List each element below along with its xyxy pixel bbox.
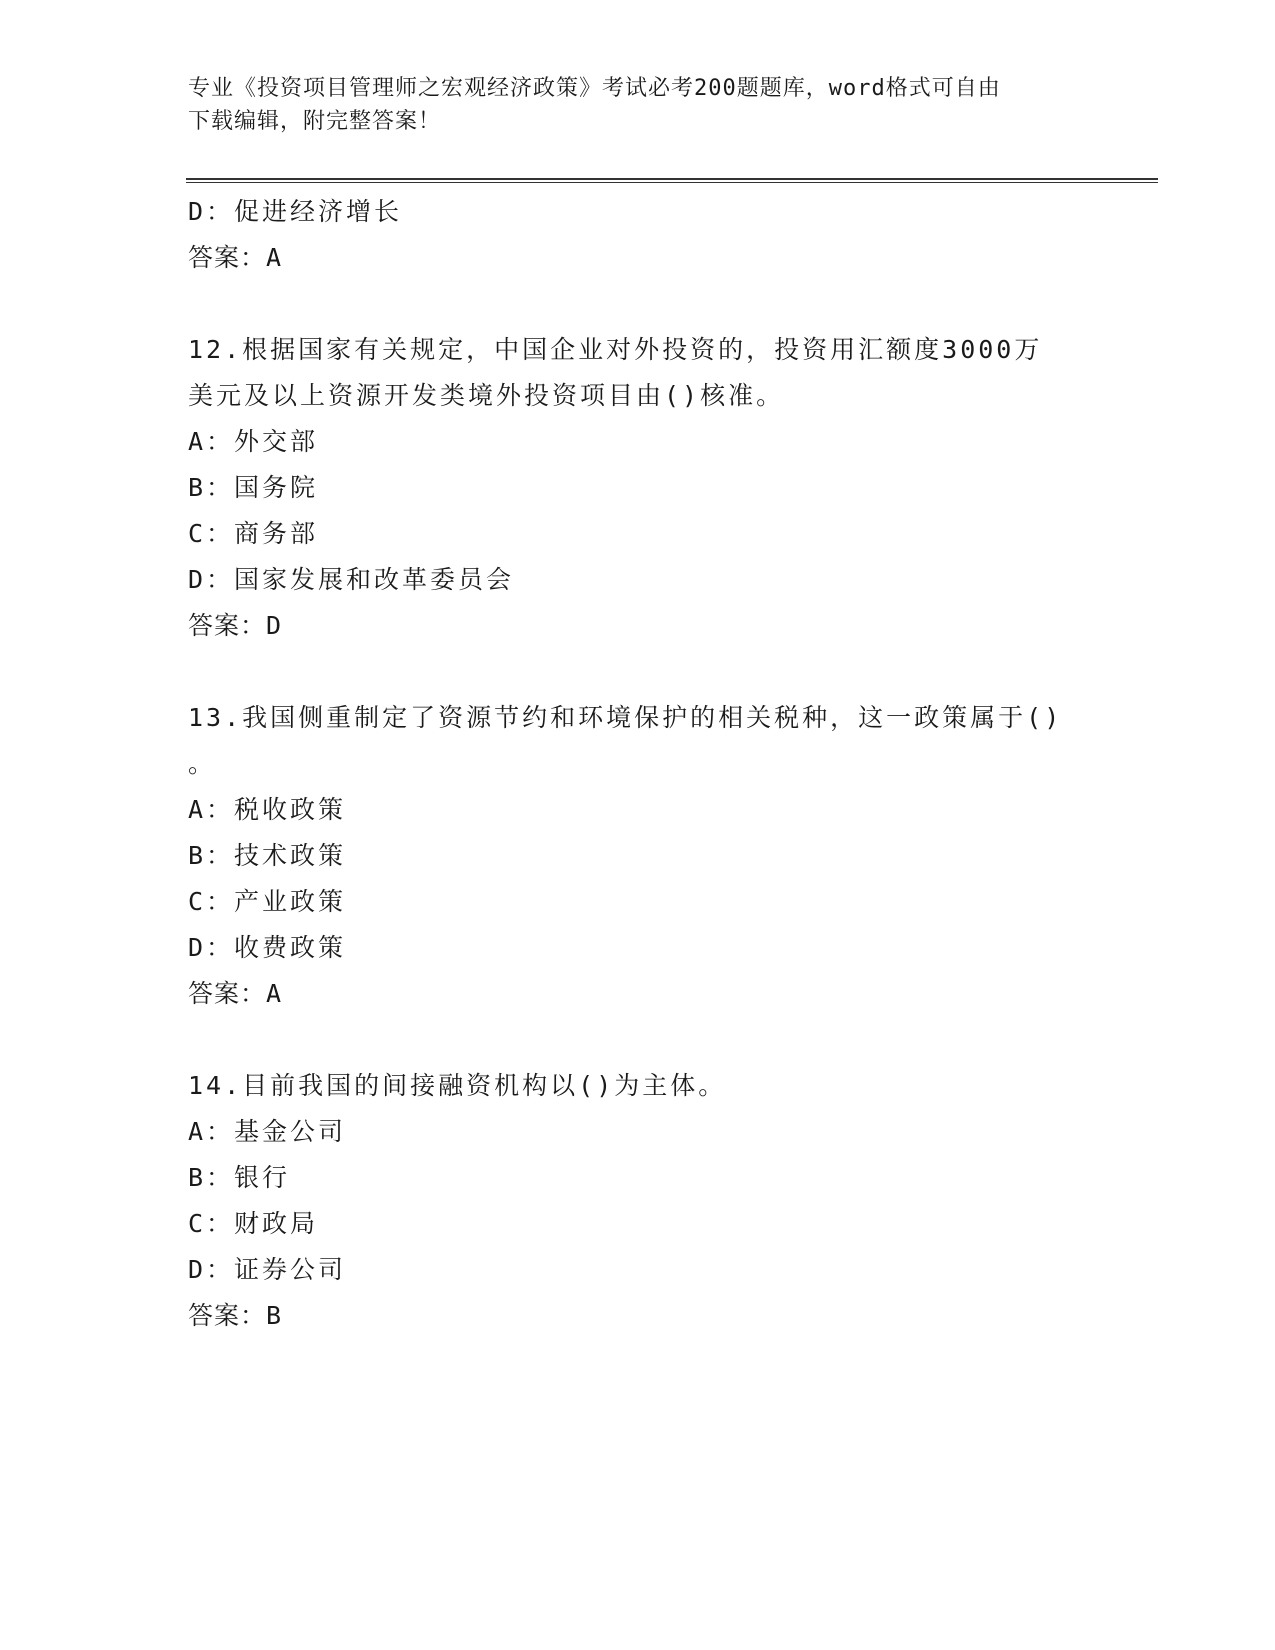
question-14-answer: 答案：B: [188, 1301, 283, 1330]
question-14-option-d: D：证券公司: [188, 1255, 347, 1284]
question-12-stem-line-1: 12.根据国家有关规定，中国企业对外投资的，投资用汇额度3000万: [188, 335, 1043, 364]
document-header: [188, 72, 1068, 138]
question-12-stem-line-2: 美元及以上资源开发类境外投资项目由()核准。: [188, 381, 785, 410]
question-13-option-a: A：税收政策: [188, 795, 347, 824]
spacer: [188, 1017, 1088, 1063]
header-line-1: 专业《投资项目管理师之宏观经济政策》考试必考200题题库，word格式可自由: [188, 76, 1001, 101]
question-13-option-d: D：收费政策: [188, 933, 347, 962]
question-14-stem-line-1: 14.目前我国的间接融资机构以()为主体。: [188, 1071, 727, 1100]
spacer: [188, 649, 1088, 695]
question-12-option-c: C：商务部: [188, 519, 319, 548]
question-14-option-a: A：基金公司: [188, 1117, 347, 1146]
prev-question-option-d: D：促进经济增长: [188, 197, 403, 226]
question-14-option-b: B：银行: [188, 1163, 291, 1192]
question-13-answer: 答案：A: [188, 979, 283, 1008]
question-14-option-c: C：财政局: [188, 1209, 319, 1238]
question-12-option-d: D：国家发展和改革委员会: [188, 565, 515, 594]
prev-question-answer: 答案：A: [188, 243, 283, 272]
question-12-option-b: B：国务院: [188, 473, 319, 502]
question-12-answer: 答案：D: [188, 611, 283, 640]
document-body: [188, 189, 1088, 1339]
question-12-option-a: A：外交部: [188, 427, 319, 456]
question-13-stem-line-1: 13.我国侧重制定了资源节约和环境保护的相关税种，这一政策属于(): [188, 703, 1063, 732]
header-divider: [186, 178, 1158, 183]
question-13-option-b: B：技术政策: [188, 841, 347, 870]
question-13-stem-line-2: 。: [188, 749, 217, 778]
spacer: [188, 281, 1088, 327]
question-block-12: [188, 327, 1088, 649]
question-13-option-c: C：产业政策: [188, 887, 347, 916]
header-line-2: 下载编辑，附完整答案！: [188, 109, 442, 134]
question-block-14: [188, 1063, 1088, 1339]
question-block-13: [188, 695, 1088, 1017]
